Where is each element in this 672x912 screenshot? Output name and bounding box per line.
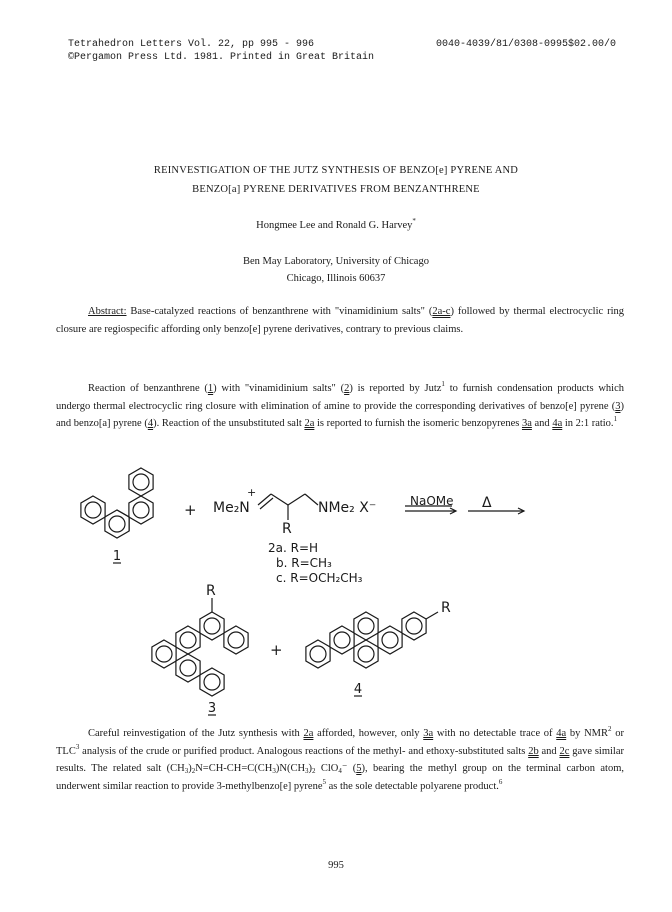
p1-text: to furnish condensation products which undergo thermal electrocyclic ring closure with elimination of amine to provide the corresponding derivatives of benzo[e] pyrene ( (56, 383, 624, 412)
p2-text: Careful reinvestigation of the Jutz synthesis with (88, 728, 304, 739)
reagent-nme2-right: NMe₂ X⁻ (318, 500, 377, 516)
p1-text: ) and benzo[a] pyrene ( (56, 400, 624, 430)
p2-subscript: 2 (312, 767, 316, 776)
p2-text: analysis of the crude or purified product. Analogous reactions of the methyl- and ethoxy-substituted salts (79, 745, 529, 757)
p2-compound: 4a (556, 728, 567, 739)
p1-text: is reported to furnish the isomeric benzopyrenes (314, 418, 522, 430)
title-line-2: BENZO[a] PYRENE DERIVATIVES FROM BENZANTHRENE (192, 184, 480, 195)
variant-2c: c. R=OCH₂CH₃ (276, 571, 363, 585)
p2-compound: 5 (356, 763, 362, 775)
p2-ref: 3 (75, 742, 80, 751)
p2-text: as the sole detectable polyarene product. (325, 780, 499, 792)
p1-compound: 2a (304, 418, 315, 430)
p1-compound: 3a (521, 418, 532, 430)
p2-text: ClO (315, 763, 339, 775)
abstract-ref: 2a-c (432, 306, 451, 317)
publisher-line: ©Pergamon Press Ltd. 1981. Printed in Great Britain (68, 52, 375, 63)
p1-text: ) is reported by Jutz (349, 383, 442, 394)
p1-ref: 1 (441, 380, 445, 388)
product-4-r-group: R (441, 600, 451, 616)
abstract-text-b: ) followed by thermal electrocyclic ring closure are regiospecific affording only benzo[e] pyrene derivatives, contrary to previous claims. (56, 306, 624, 335)
page-number: 995 (328, 860, 344, 871)
reagent-nme2-left: Me₂N (213, 500, 250, 516)
condition-naome: NaOMe (410, 494, 454, 508)
p1-compound: 2 (344, 383, 350, 394)
p1-text: and (531, 418, 553, 430)
paragraph-2 (56, 725, 624, 795)
p2-text: and (538, 745, 560, 757)
variant-2b: b. R=CH₃ (276, 556, 332, 570)
affiliation-line-2: Chicago, Illinois 60637 (286, 273, 386, 284)
p1-text: ) with "vinamidinium salts" ( (213, 383, 345, 394)
p2-text: ⁻ ( (341, 763, 357, 775)
p2-ref: 2 (608, 725, 612, 733)
compound-3-label: 3 (207, 701, 217, 716)
abstract-label: Abstract: (88, 306, 127, 317)
p2-subscript: 2 (191, 767, 196, 776)
p2-compound: 2c (559, 745, 570, 757)
p1-compound: 4 (147, 418, 154, 430)
p2-compound: 2b (528, 745, 539, 757)
p2-compound: 2a (303, 728, 314, 739)
p1-text: in 2:1 ratio. (562, 418, 614, 430)
p1-text: ). Reaction of the unsubstituted salt (153, 418, 305, 430)
p2-text: ), bearing the methyl group on the terminal carbon atom, underwent similar reaction to provide 3-methylbenzo[e] pyrene (56, 763, 624, 792)
reagent-charge: + (247, 486, 257, 499)
p1-ref: 1 (613, 415, 618, 424)
p2-text: ) (188, 763, 192, 775)
vinamidinium-chain (258, 494, 318, 520)
article-code: 0040-4039/81/0308-0995$02.00/0 (435, 39, 616, 50)
reagent-r-group: R (282, 521, 292, 537)
benzanthrene-structure (81, 468, 153, 538)
p2-text: gave similar results. The related salt (CH (56, 745, 625, 775)
journal-line: Tetrahedron Letters Vol. 22, pp 995 - 996 (68, 39, 315, 50)
p1-compound: 4a (552, 418, 563, 430)
p2-subscript: 3 (305, 767, 309, 776)
p1-compound: 1 (207, 383, 214, 394)
p2-ref: 6 (498, 777, 503, 786)
p1-compound: 3 (615, 400, 621, 412)
benzo-a-pyrene-structure (306, 612, 438, 668)
p2-text: afforded, however, only (313, 728, 424, 739)
compound-1-label: 1 (112, 549, 122, 564)
affiliation-line-1: Ben May Laboratory, University of Chicago (243, 256, 429, 267)
p1-text: Reaction of benzanthrene ( (88, 383, 208, 394)
p2-text: with no detectable trace of (433, 728, 557, 739)
product-3-r-group: R (206, 583, 216, 599)
p2-subscript: 3 (272, 767, 276, 776)
p2-text: )N(CH (275, 763, 306, 775)
benzo-e-pyrene-structure (152, 598, 248, 696)
p2-ref: 5 (322, 777, 326, 786)
p2-text: ) (308, 763, 313, 775)
p2-compound: 3a (423, 728, 434, 739)
abstract-text-a: Base-catalyzed reactions of benzanthrene with "vinamidinium salts" ( (126, 306, 433, 317)
p2-text: by NMR (566, 728, 609, 739)
p2-text: N=CH-CH=C(CH (195, 763, 273, 775)
compound-4-label: 4 (353, 682, 363, 697)
title-line-1: REINVESTIGATION OF THE JUTZ SYNTHESIS OF BENZO[e] PYRENE AND (153, 165, 519, 176)
plus-sign-2: + (270, 641, 283, 659)
corresponding-author-mark: * (412, 217, 416, 225)
authors-names: Hongmee Lee and Ronald G. Harvey (256, 220, 413, 231)
variant-2a: 2a. R=H (268, 541, 319, 555)
p2-subscript: 3 (184, 767, 189, 776)
p2-text: or TLC (56, 728, 624, 757)
condition-heat: Δ (482, 495, 492, 511)
plus-sign-1: + (184, 501, 197, 519)
p2-subscript: 4 (338, 767, 342, 776)
